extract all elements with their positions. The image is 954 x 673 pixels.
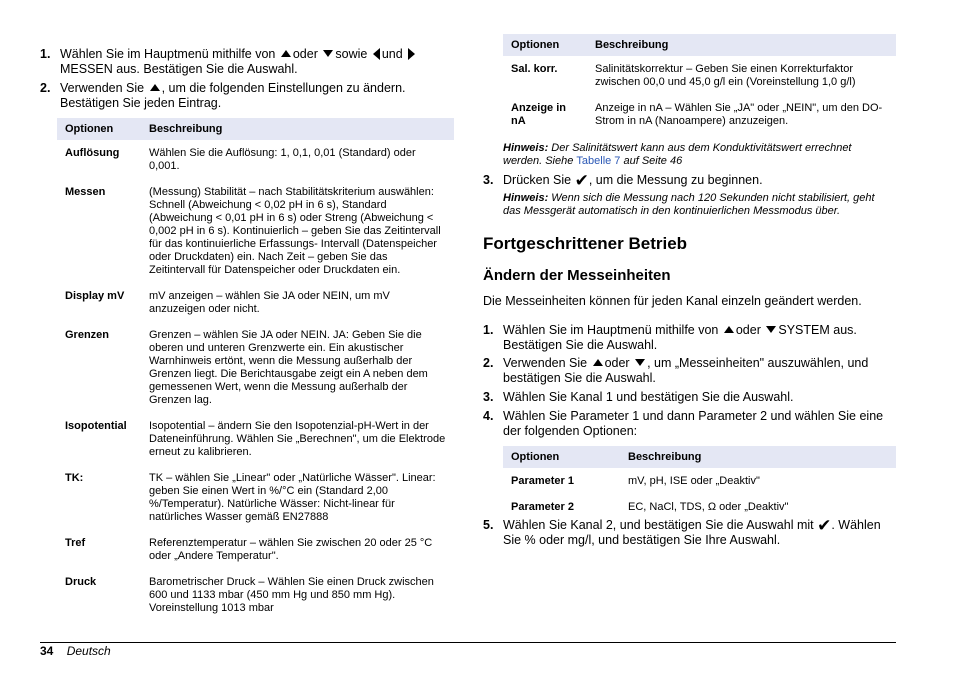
option-name: Grenzen xyxy=(65,329,110,341)
footer-language: Deutsch xyxy=(66,644,111,658)
option-description: Referenztemperatur – wählen Sie zwischen 20 oder 25 °C oder „Andere Temperatur". xyxy=(149,537,433,562)
option-description: EC, NaCl, TDS, Ω oder „Deaktiv" xyxy=(628,501,789,513)
option-description: Anzeige in nA – Wählen Sie „JA" oder „NEIN", um den DO-Strom in nA (Nanoampere) anzuzeigen. xyxy=(595,102,883,127)
checkmark-icon: ✔ xyxy=(574,171,589,190)
page-number: 34 xyxy=(40,644,54,658)
option-name: Sal. korr. xyxy=(511,63,558,75)
table-row xyxy=(57,322,454,413)
option-description: Salinitätskorrektur – Geben Sie einen Korrekturfaktor zwischen 00,0 und 45,0 g/l ein (Voreinstellung 1,0 g/l) xyxy=(595,63,856,88)
option-description: (Messung) Stabilität – nach Stabilitätskriterium auswählen: Schnell (Abweichung < 0,02 pH in 6 s), Standard (Abweichung < 0,01 pH in 6 s) oder Streng (Abweichung < 0,002 pH in 6 s). Kontinuierlich – geben Sie das Zeitintervall für das kontinuierliche Erfassungs- Intervall (Datenspeicher oder Druckdaten) ein. Nach Zeit – geben Sie das Zeitintervall für Datenspeicher oder Druckdaten ein. xyxy=(149,186,441,276)
step-number: 2. xyxy=(483,356,494,370)
table-row xyxy=(57,530,454,569)
table-header-row xyxy=(503,34,896,56)
option-name: Anzeige in nA xyxy=(511,102,567,127)
arrow-down-icon xyxy=(635,359,645,366)
option-name: Druck xyxy=(65,576,97,588)
arrow-left-icon xyxy=(373,48,380,60)
intro-paragraph: Die Messeinheiten können für jeden Kanal einzeln geändert werden. xyxy=(483,294,862,308)
settings-table xyxy=(57,118,454,621)
column-header: Beschreibung xyxy=(141,118,454,140)
table-row xyxy=(503,494,896,520)
arrow-up-icon xyxy=(593,359,603,366)
arrow-up-icon xyxy=(281,50,291,57)
option-description: mV anzeigen – wählen Sie JA oder NEIN, um mV anzuzeigen oder nicht. xyxy=(149,290,390,315)
checkmark-icon: ✔ xyxy=(817,516,832,535)
subsection-heading: Ändern der Messeinheiten xyxy=(483,267,671,284)
option-name: Isopotential xyxy=(65,420,127,432)
table-row xyxy=(57,569,454,621)
step-number: 4. xyxy=(483,409,494,423)
arrow-down-icon xyxy=(323,50,333,57)
table-row xyxy=(57,179,454,283)
column-header: Optionen xyxy=(503,446,620,468)
table-row xyxy=(503,468,896,494)
option-description: Wählen Sie die Auflösung: 1, 0,1, 0,01 (Standard) oder 0,001. xyxy=(149,147,416,172)
table-row xyxy=(57,465,454,530)
table-row xyxy=(57,283,454,322)
option-name: Auflösung xyxy=(65,147,120,159)
option-name: Parameter 2 xyxy=(511,501,574,513)
step-number: 2. xyxy=(40,81,51,95)
option-description: Barometrischer Druck – Wählen Sie einen Druck zwischen 600 und 1133 mbar (450 mm Hg und 850 mm Hg). Voreinstellung 1013 mbar xyxy=(149,576,434,614)
note-salinity: Hinweis: Der Salinitätswert kann aus dem Konduktivitätswert errechnet werden. Siehe Tabelle 7 auf Seite 46 xyxy=(503,142,852,167)
note-stabilization: Hinweis: Wenn sich die Messung nach 120 Sekunden nicht stabilisiert, geht das Messgerät automatisch in den kontinuierlichen Messmodus über. xyxy=(503,192,875,217)
step-number: 3. xyxy=(483,173,494,187)
parameter-table xyxy=(503,446,896,520)
option-name: Display mV xyxy=(65,290,125,302)
step-number: 1. xyxy=(40,47,51,61)
table-reference-link[interactable]: Tabelle 7 xyxy=(576,155,621,167)
note-label: Hinweis: xyxy=(503,142,549,154)
column-header: Optionen xyxy=(57,118,141,140)
option-name: TK: xyxy=(65,472,84,484)
arrow-up-icon xyxy=(724,326,734,333)
arrow-right-icon xyxy=(408,48,415,60)
option-name: Messen xyxy=(65,186,106,198)
column-header: Optionen xyxy=(503,34,587,56)
footer-divider xyxy=(40,642,896,643)
table-header-row xyxy=(503,446,896,468)
option-description: Isopotential – ändern Sie den Isopotenzial-pH-Wert in der Dateneinführung. Wählen Sie „Berechnen", um die Elektrode erneut zu kalibrieren. xyxy=(149,420,446,458)
option-name: Parameter 1 xyxy=(511,475,574,487)
step-number: 3. xyxy=(483,390,494,404)
column-header: Beschreibung xyxy=(620,446,896,468)
option-description: mV, pH, ISE oder „Deaktiv" xyxy=(628,475,760,487)
arrow-up-icon xyxy=(150,84,160,91)
section-heading: Fortgeschrittener Betrieb xyxy=(483,234,688,253)
table-header-row xyxy=(57,118,454,140)
option-description: Grenzen – wählen Sie JA oder NEIN. JA: Geben Sie die oberen und unteren Grenzwerte ein. Ein akustischer Warnhinweis ertönt, wenn die Messung außerhalb der Grenzen liegt. Die Berichtausgabe zeigt ein A neben dem gemessenen Wert, wenn die Messung außerhalb der Grenzen lag. xyxy=(149,329,428,406)
step-number: 5. xyxy=(483,518,494,532)
salinity-table xyxy=(503,34,896,134)
step-number: 1. xyxy=(483,323,494,337)
note-label: Hinweis: xyxy=(503,192,549,204)
table-row xyxy=(503,56,896,95)
table-row xyxy=(503,95,896,134)
column-header: Beschreibung xyxy=(587,34,896,56)
arrow-down-icon xyxy=(766,326,776,333)
table-row xyxy=(57,140,454,179)
option-description: TK – wählen Sie „Linear" oder „Natürliche Wässer". Linear: geben Sie einen Wert in %/°C ein (Standard 2,00 %/Temperatur). Natürliche Wässer: Nicht-linear für natürliches Wasser gemäß EN27888 xyxy=(149,472,436,523)
page-footer xyxy=(40,644,111,658)
option-name: Tref xyxy=(65,537,86,549)
table-row xyxy=(57,413,454,465)
